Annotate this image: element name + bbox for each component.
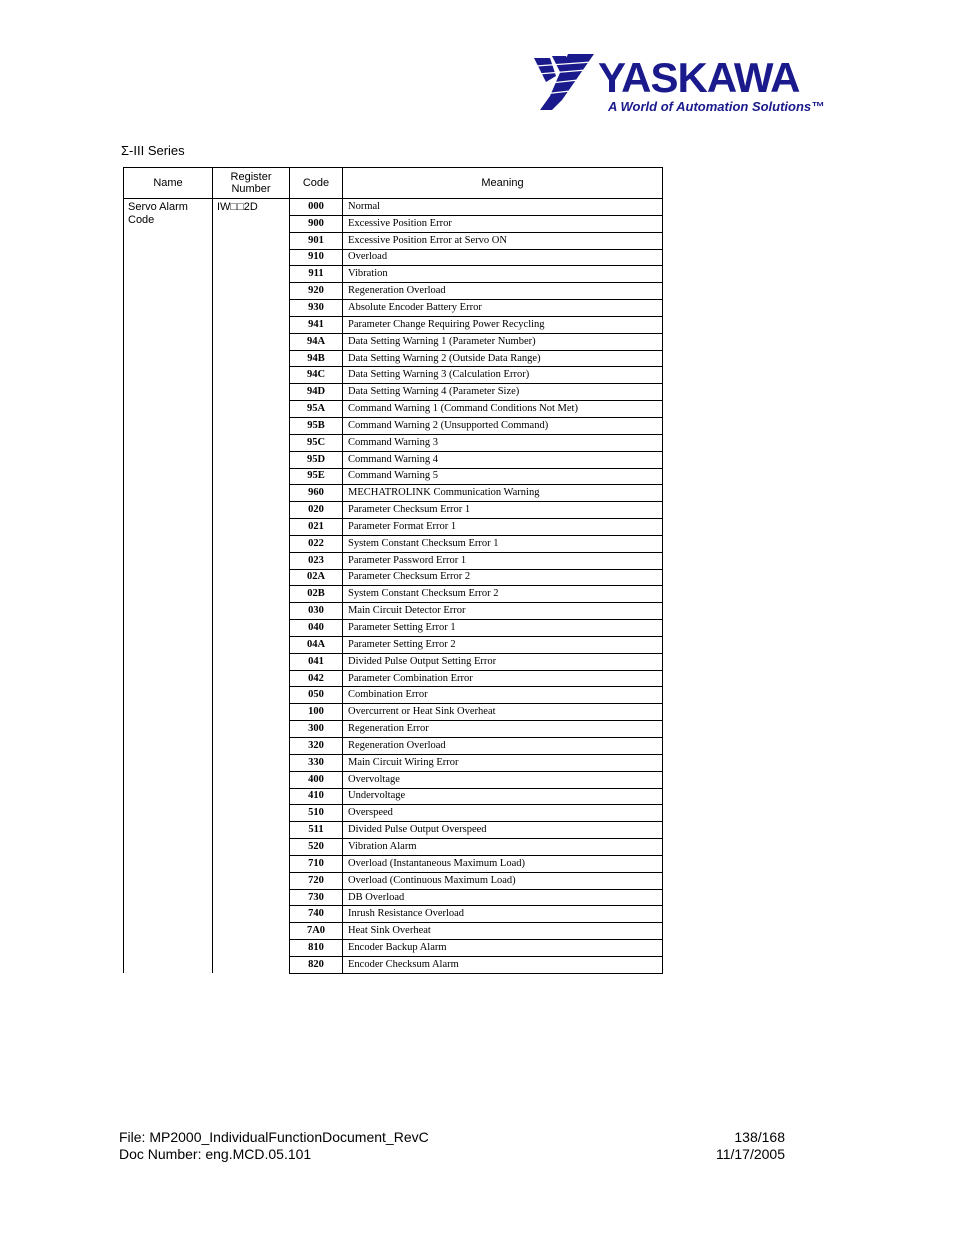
table-header-row xyxy=(124,168,663,199)
yaskawa-y-mark-icon xyxy=(532,52,598,112)
cell-meaning: System Constant Checksum Error 1 xyxy=(343,535,663,552)
table-row xyxy=(124,199,663,216)
cell-code: 100 xyxy=(290,704,343,721)
cell-code: 911 xyxy=(290,266,343,283)
cell-code: 900 xyxy=(290,215,343,232)
cell-meaning: Regeneration Overload xyxy=(343,738,663,755)
cell-code: 95B xyxy=(290,417,343,434)
cell-code: 94B xyxy=(290,350,343,367)
footer-file: File: MP2000_IndividualFunctionDocument_RevC xyxy=(119,1129,429,1145)
cell-code: 94D xyxy=(290,384,343,401)
cell-code: 740 xyxy=(290,906,343,923)
cell-meaning: Parameter Change Requiring Power Recycling xyxy=(343,316,663,333)
cell-code: 02A xyxy=(290,569,343,586)
cell-code: 400 xyxy=(290,771,343,788)
column-header-name: Name xyxy=(124,168,213,199)
cell-code: 050 xyxy=(290,687,343,704)
cell-code: 000 xyxy=(290,199,343,216)
cell-meaning: System Constant Checksum Error 2 xyxy=(343,586,663,603)
cell-code: 94A xyxy=(290,333,343,350)
cell-code: 730 xyxy=(290,889,343,906)
cell-meaning: Command Warning 4 xyxy=(343,451,663,468)
cell-code: 95E xyxy=(290,468,343,485)
footer-page: 138/168 xyxy=(734,1129,785,1145)
cell-code: 95A xyxy=(290,401,343,418)
cell-code: 941 xyxy=(290,316,343,333)
cell-meaning: Parameter Combination Error xyxy=(343,670,663,687)
cell-code: 02B xyxy=(290,586,343,603)
cell-code: 7A0 xyxy=(290,923,343,940)
cell-code: 520 xyxy=(290,839,343,856)
cell-meaning: Overload xyxy=(343,249,663,266)
cell-meaning: Data Setting Warning 3 (Calculation Error) xyxy=(343,367,663,384)
cell-meaning: Data Setting Warning 4 (Parameter Size) xyxy=(343,384,663,401)
cell-code: 710 xyxy=(290,855,343,872)
cell-meaning: Vibration xyxy=(343,266,663,283)
cell-meaning: Encoder Backup Alarm xyxy=(343,940,663,957)
cell-meaning: Absolute Encoder Battery Error xyxy=(343,300,663,317)
footer-right xyxy=(716,1129,785,1163)
cell-meaning: MECHATROLINK Communication Warning xyxy=(343,485,663,502)
cell-code: 95C xyxy=(290,434,343,451)
cell-code: 960 xyxy=(290,485,343,502)
cell-meaning: Overload (Instantaneous Maximum Load) xyxy=(343,855,663,872)
cell-code: 920 xyxy=(290,283,343,300)
cell-meaning: Data Setting Warning 1 (Parameter Number) xyxy=(343,333,663,350)
cell-code: 040 xyxy=(290,620,343,637)
cell-code: 820 xyxy=(290,956,343,973)
cell-meaning: Command Warning 1 (Command Conditions Not Met) xyxy=(343,401,663,418)
cell-meaning: Parameter Password Error 1 xyxy=(343,552,663,569)
cell-code: 300 xyxy=(290,721,343,738)
cell-register-number: IW□□2D xyxy=(213,199,290,974)
cell-meaning: Data Setting Warning 2 (Outside Data Range) xyxy=(343,350,663,367)
cell-meaning: Normal xyxy=(343,199,663,216)
cell-code: 022 xyxy=(290,535,343,552)
cell-meaning: Overvoltage xyxy=(343,771,663,788)
cell-code: 020 xyxy=(290,502,343,519)
cell-code: 511 xyxy=(290,822,343,839)
cell-code: 810 xyxy=(290,940,343,957)
yaskawa-logo xyxy=(532,52,832,122)
cell-code: 330 xyxy=(290,754,343,771)
cell-code: 910 xyxy=(290,249,343,266)
brand-tagline: A World of Automation Solutions™ xyxy=(608,99,825,114)
cell-meaning: Parameter Format Error 1 xyxy=(343,519,663,536)
cell-meaning: Parameter Checksum Error 2 xyxy=(343,569,663,586)
cell-name: Servo Alarm Code xyxy=(124,199,213,974)
cell-meaning: Main Circuit Detector Error xyxy=(343,603,663,620)
cell-meaning: Main Circuit Wiring Error xyxy=(343,754,663,771)
cell-code: 021 xyxy=(290,519,343,536)
cell-meaning: Divided Pulse Output Setting Error xyxy=(343,653,663,670)
cell-code: 04A xyxy=(290,636,343,653)
cell-meaning: Command Warning 2 (Unsupported Command) xyxy=(343,417,663,434)
cell-code: 410 xyxy=(290,788,343,805)
cell-meaning: Overcurrent or Heat Sink Overheat xyxy=(343,704,663,721)
column-header-code: Code xyxy=(290,168,343,199)
footer-doc-number: Doc Number: eng.MCD.05.101 xyxy=(119,1146,312,1162)
footer-date: 11/17/2005 xyxy=(715,1146,785,1162)
servo-alarm-table xyxy=(123,167,663,974)
cell-meaning: Command Warning 5 xyxy=(343,468,663,485)
column-header-meaning: Meaning xyxy=(343,168,663,199)
cell-meaning: Heat Sink Overheat xyxy=(343,923,663,940)
cell-meaning: Inrush Resistance Overload xyxy=(343,906,663,923)
cell-meaning: Command Warning 3 xyxy=(343,434,663,451)
table-body xyxy=(124,199,663,974)
cell-meaning: Parameter Setting Error 1 xyxy=(343,620,663,637)
cell-code: 030 xyxy=(290,603,343,620)
cell-meaning: Parameter Setting Error 2 xyxy=(343,636,663,653)
cell-meaning: Vibration Alarm xyxy=(343,839,663,856)
column-header-register: Register Number xyxy=(213,168,290,199)
brand-name: YASKAWA xyxy=(598,54,800,101)
series-title: Σ-III Series xyxy=(121,143,185,158)
cell-code: 042 xyxy=(290,670,343,687)
cell-meaning: Divided Pulse Output Overspeed xyxy=(343,822,663,839)
cell-code: 901 xyxy=(290,232,343,249)
cell-meaning: Excessive Position Error xyxy=(343,215,663,232)
cell-code: 510 xyxy=(290,805,343,822)
cell-code: 023 xyxy=(290,552,343,569)
cell-code: 95D xyxy=(290,451,343,468)
cell-code: 720 xyxy=(290,872,343,889)
cell-code: 320 xyxy=(290,738,343,755)
cell-code: 94C xyxy=(290,367,343,384)
footer-left xyxy=(119,1129,429,1163)
cell-meaning: Excessive Position Error at Servo ON xyxy=(343,232,663,249)
cell-meaning: Encoder Checksum Alarm xyxy=(343,956,663,973)
cell-meaning: Overspeed xyxy=(343,805,663,822)
cell-meaning: Regeneration Error xyxy=(343,721,663,738)
cell-code: 930 xyxy=(290,300,343,317)
cell-meaning: Combination Error xyxy=(343,687,663,704)
cell-meaning: DB Overload xyxy=(343,889,663,906)
cell-meaning: Regeneration Overload xyxy=(343,283,663,300)
cell-meaning: Undervoltage xyxy=(343,788,663,805)
cell-code: 041 xyxy=(290,653,343,670)
cell-meaning: Parameter Checksum Error 1 xyxy=(343,502,663,519)
cell-meaning: Overload (Continuous Maximum Load) xyxy=(343,872,663,889)
